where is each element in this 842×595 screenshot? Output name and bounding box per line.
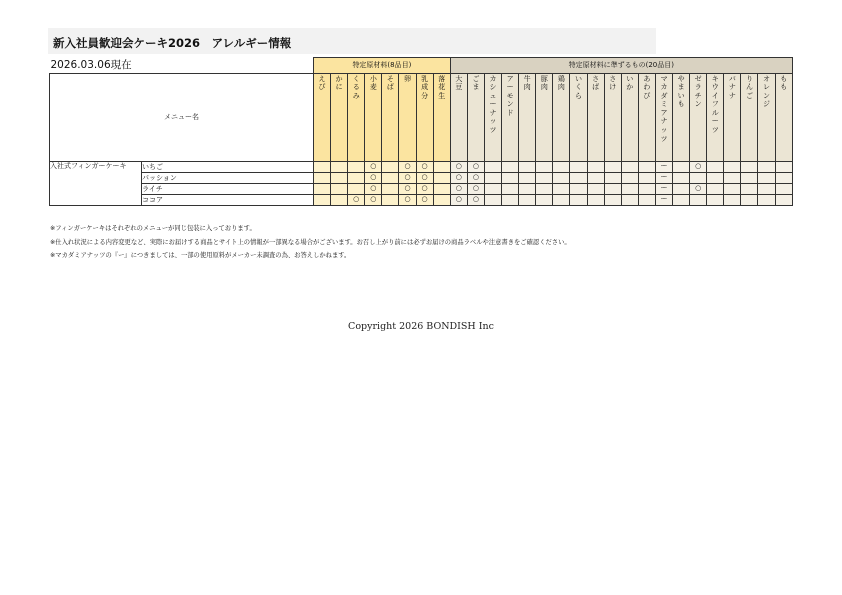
sub-allergens-header: 特定原材料に準ずるもの(20品目) xyxy=(450,58,792,74)
column-header-row xyxy=(50,73,793,161)
allergen-label: ゼ ラ チ ン xyxy=(694,74,702,109)
allergen-cell xyxy=(707,161,724,172)
allergen-label: 牛 肉 xyxy=(523,74,531,92)
allergen-cell xyxy=(570,172,587,183)
menu-category: 入社式フィンガーケーキ xyxy=(50,161,142,205)
allergen-cell xyxy=(707,183,724,194)
allergen-cell: ○ xyxy=(690,161,707,172)
copyright: Copyright 2026 BONDISH Inc xyxy=(348,321,494,332)
note-line: ※マカダミアナッツの『ー』につきましては、一部の使用原料がメーカー未調査の為、お答えしかねます。 xyxy=(50,252,351,259)
allergen-cell xyxy=(331,161,348,172)
allergen-cell xyxy=(621,183,638,194)
allergen-cell: ー xyxy=(655,161,672,172)
note-line: ※仕入れ状況による内容変更など、実際にお届けする商品とサイト上の情報が一部異なる場合がございます。お召し上がり前には必ずお届けの商品ラベルや注意書きをご確認ください。 xyxy=(50,238,571,246)
allergen-column-header xyxy=(724,73,741,161)
allergen-column-header xyxy=(365,73,382,161)
allergen-cell xyxy=(502,172,519,183)
allergen-column-header xyxy=(502,73,519,161)
allergen-cell xyxy=(484,183,501,194)
allergen-cell xyxy=(724,194,741,205)
allergen-cell xyxy=(741,172,758,183)
page-title: 新入社員歓迎会ケーキ2026 アレルギー情報 xyxy=(48,28,656,54)
allergen-column-header xyxy=(467,73,484,161)
allergen-cell xyxy=(433,183,450,194)
allergen-cell xyxy=(758,172,775,183)
allergen-label: 乳 成 分 xyxy=(421,74,429,100)
allergen-label: も も xyxy=(780,74,788,92)
as-of-cell xyxy=(50,58,314,74)
allergen-cell xyxy=(519,172,536,183)
allergen-cell xyxy=(331,183,348,194)
allergen-cell xyxy=(604,161,621,172)
allergen-cell xyxy=(536,161,553,172)
table-row xyxy=(50,183,793,194)
allergen-cell: ○ xyxy=(365,194,382,205)
allergen-cell: ○ xyxy=(365,183,382,194)
allergen-cell xyxy=(570,194,587,205)
allergen-cell xyxy=(775,161,792,172)
allergen-cell xyxy=(587,161,604,172)
allergen-cell xyxy=(502,161,519,172)
allergen-cell xyxy=(314,194,331,205)
allergen-cell xyxy=(484,161,501,172)
allergen-cell xyxy=(724,172,741,183)
allergen-cell xyxy=(775,183,792,194)
allergen-cell xyxy=(690,194,707,205)
allergen-cell xyxy=(536,172,553,183)
allergen-cell: ○ xyxy=(450,194,467,205)
allergen-cell xyxy=(758,183,775,194)
allergen-label: キ ウ イ フ ル ー ツ xyxy=(711,74,719,135)
allergen-cell: ○ xyxy=(416,183,433,194)
allergen-column-header xyxy=(775,73,792,161)
allergen-column-header xyxy=(416,73,433,161)
allergen-cell xyxy=(775,172,792,183)
allergen-cell xyxy=(570,183,587,194)
allergen-cell: ○ xyxy=(450,183,467,194)
allergen-label: そ ば xyxy=(386,74,394,92)
allergen-label: く る み xyxy=(352,74,360,100)
allergen-column-header xyxy=(638,73,655,161)
allergen-cell xyxy=(621,161,638,172)
allergen-cell: ー xyxy=(655,194,672,205)
allergen-cell xyxy=(604,172,621,183)
allergen-cell xyxy=(673,161,690,172)
allergen-cell: ○ xyxy=(467,161,484,172)
allergen-label: あ わ び xyxy=(643,74,651,100)
allergen-cell: ○ xyxy=(467,183,484,194)
allergen-column-header xyxy=(450,73,467,161)
allergen-label: 卵 xyxy=(404,74,412,83)
allergen-cell: ○ xyxy=(450,172,467,183)
allergen-column-header xyxy=(587,73,604,161)
allergen-cell: ○ xyxy=(399,194,416,205)
allergen-cell xyxy=(621,172,638,183)
menu-item-name: ライチ xyxy=(142,183,314,194)
allergen-cell xyxy=(484,172,501,183)
allergen-column-header xyxy=(570,73,587,161)
allergen-cell xyxy=(621,194,638,205)
allergen-cell xyxy=(433,194,450,205)
allergen-column-header xyxy=(382,73,399,161)
allergen-cell xyxy=(638,172,655,183)
allergen-label: さ け xyxy=(609,74,617,92)
allergen-label: い か xyxy=(626,74,634,92)
allergen-cell: ○ xyxy=(416,172,433,183)
allergen-cell xyxy=(553,161,570,172)
allergen-cell xyxy=(775,194,792,205)
table-row xyxy=(50,161,793,172)
allergen-cell xyxy=(638,194,655,205)
group-header-row xyxy=(50,58,793,74)
allergen-column-header xyxy=(621,73,638,161)
allergen-cell xyxy=(536,194,553,205)
allergen-cell xyxy=(314,161,331,172)
allergen-cell xyxy=(502,183,519,194)
allergen-cell xyxy=(638,183,655,194)
allergen-cell: ○ xyxy=(399,161,416,172)
allergen-column-header xyxy=(741,73,758,161)
allergen-label: 落 花 生 xyxy=(438,74,446,100)
allergen-cell xyxy=(638,161,655,172)
allergen-cell: ○ xyxy=(467,172,484,183)
allergen-label: オ レ ン ジ xyxy=(763,74,771,109)
note-line: ※フィンガーケーキはそれぞれのメニューが同じ包装に入っております。 xyxy=(50,225,256,232)
allergen-cell xyxy=(519,161,536,172)
allergen-cell xyxy=(673,194,690,205)
allergen-cell xyxy=(690,172,707,183)
allergen-cell xyxy=(724,183,741,194)
allergen-column-header xyxy=(314,73,331,161)
allergen-cell: ー xyxy=(655,183,672,194)
allergen-cell xyxy=(553,183,570,194)
allergen-cell xyxy=(348,183,365,194)
menu-name-header: メニュー名 xyxy=(50,73,314,161)
allergen-cell xyxy=(673,183,690,194)
allergen-column-header xyxy=(690,73,707,161)
menu-item-name: いちご xyxy=(142,161,314,172)
allergen-cell xyxy=(331,172,348,183)
allergen-cell xyxy=(673,172,690,183)
allergen-label: ア ー モ ン ド xyxy=(506,74,514,117)
allergen-column-header xyxy=(553,73,570,161)
allergen-cell: ○ xyxy=(399,172,416,183)
allergen-cell xyxy=(382,161,399,172)
allergen-cell xyxy=(741,183,758,194)
allergen-cell: ○ xyxy=(690,183,707,194)
allergen-column-header xyxy=(348,73,365,161)
allergen-label: り ん ご xyxy=(745,74,753,100)
allergen-label: 大 豆 xyxy=(455,74,463,92)
allergen-cell xyxy=(433,172,450,183)
allergen-cell xyxy=(519,183,536,194)
allergen-cell xyxy=(382,172,399,183)
allergen-column-header xyxy=(484,73,501,161)
allergen-column-header xyxy=(519,73,536,161)
allergen-cell xyxy=(331,194,348,205)
menu-item-name: パッション xyxy=(142,172,314,183)
table-row xyxy=(50,194,793,205)
allergen-column-header xyxy=(604,73,621,161)
allergen-cell xyxy=(553,194,570,205)
allergen-cell xyxy=(604,183,621,194)
allergen-cell xyxy=(382,194,399,205)
allergen-cell xyxy=(707,194,724,205)
allergen-cell: ○ xyxy=(416,161,433,172)
allergen-cell xyxy=(433,161,450,172)
allergen-cell xyxy=(314,183,331,194)
allergen-label: や ま い も xyxy=(677,74,685,109)
allergen-cell xyxy=(382,183,399,194)
allergen-column-header xyxy=(536,73,553,161)
allergen-cell xyxy=(741,161,758,172)
allergen-column-header xyxy=(655,73,672,161)
allergen-label: か に xyxy=(335,74,343,92)
allergen-column-header xyxy=(433,73,450,161)
allergen-cell xyxy=(553,172,570,183)
as-of-date: 2026.03.06現在 xyxy=(50,58,132,71)
allergen-label: 豚 肉 xyxy=(540,74,548,92)
allergen-label: カ シ ュ ー ナ ッ ツ xyxy=(489,74,497,135)
allergen-cell: ○ xyxy=(365,161,382,172)
allergen-cell xyxy=(724,161,741,172)
allergen-column-header xyxy=(758,73,775,161)
allergen-label: さ ば xyxy=(592,74,600,92)
allergen-cell xyxy=(536,183,553,194)
allergen-cell: ○ xyxy=(416,194,433,205)
allergen-cell xyxy=(502,194,519,205)
allergen-cell xyxy=(519,194,536,205)
allergen-cell: ー xyxy=(655,172,672,183)
allergen-column-header xyxy=(707,73,724,161)
allergen-cell xyxy=(741,194,758,205)
allergen-cell: ○ xyxy=(467,194,484,205)
allergen-cell: ○ xyxy=(365,172,382,183)
allergen-cell: ○ xyxy=(450,161,467,172)
allergen-cell xyxy=(604,194,621,205)
allergen-table xyxy=(49,57,793,206)
allergen-cell xyxy=(707,172,724,183)
allergen-cell xyxy=(758,194,775,205)
allergen-cell xyxy=(758,161,775,172)
allergen-label: ご ま xyxy=(472,74,480,92)
allergen-cell: ○ xyxy=(399,183,416,194)
allergen-cell xyxy=(484,194,501,205)
allergen-cell xyxy=(314,172,331,183)
menu-item-name: ココア xyxy=(142,194,314,205)
main-allergens-header: 特定原材料(8品目) xyxy=(314,58,451,74)
notes xyxy=(50,222,571,263)
allergen-cell xyxy=(587,194,604,205)
allergen-cell: ○ xyxy=(348,194,365,205)
allergen-cell xyxy=(348,172,365,183)
allergen-column-header xyxy=(399,73,416,161)
allergen-label: 小 麦 xyxy=(369,74,377,92)
allergen-column-header xyxy=(331,73,348,161)
allergen-label: バ ナ ナ xyxy=(728,74,736,100)
allergen-label: 鶏 肉 xyxy=(557,74,565,92)
allergen-label: え び xyxy=(318,74,326,92)
allergen-cell xyxy=(348,161,365,172)
allergen-label: マ カ ダ ミ ア ナ ッ ツ xyxy=(660,74,668,143)
allergen-label: い く ら xyxy=(575,74,582,100)
table-row xyxy=(50,172,793,183)
allergen-cell xyxy=(570,161,587,172)
allergen-column-header xyxy=(673,73,690,161)
allergen-cell xyxy=(587,183,604,194)
allergen-cell xyxy=(587,172,604,183)
